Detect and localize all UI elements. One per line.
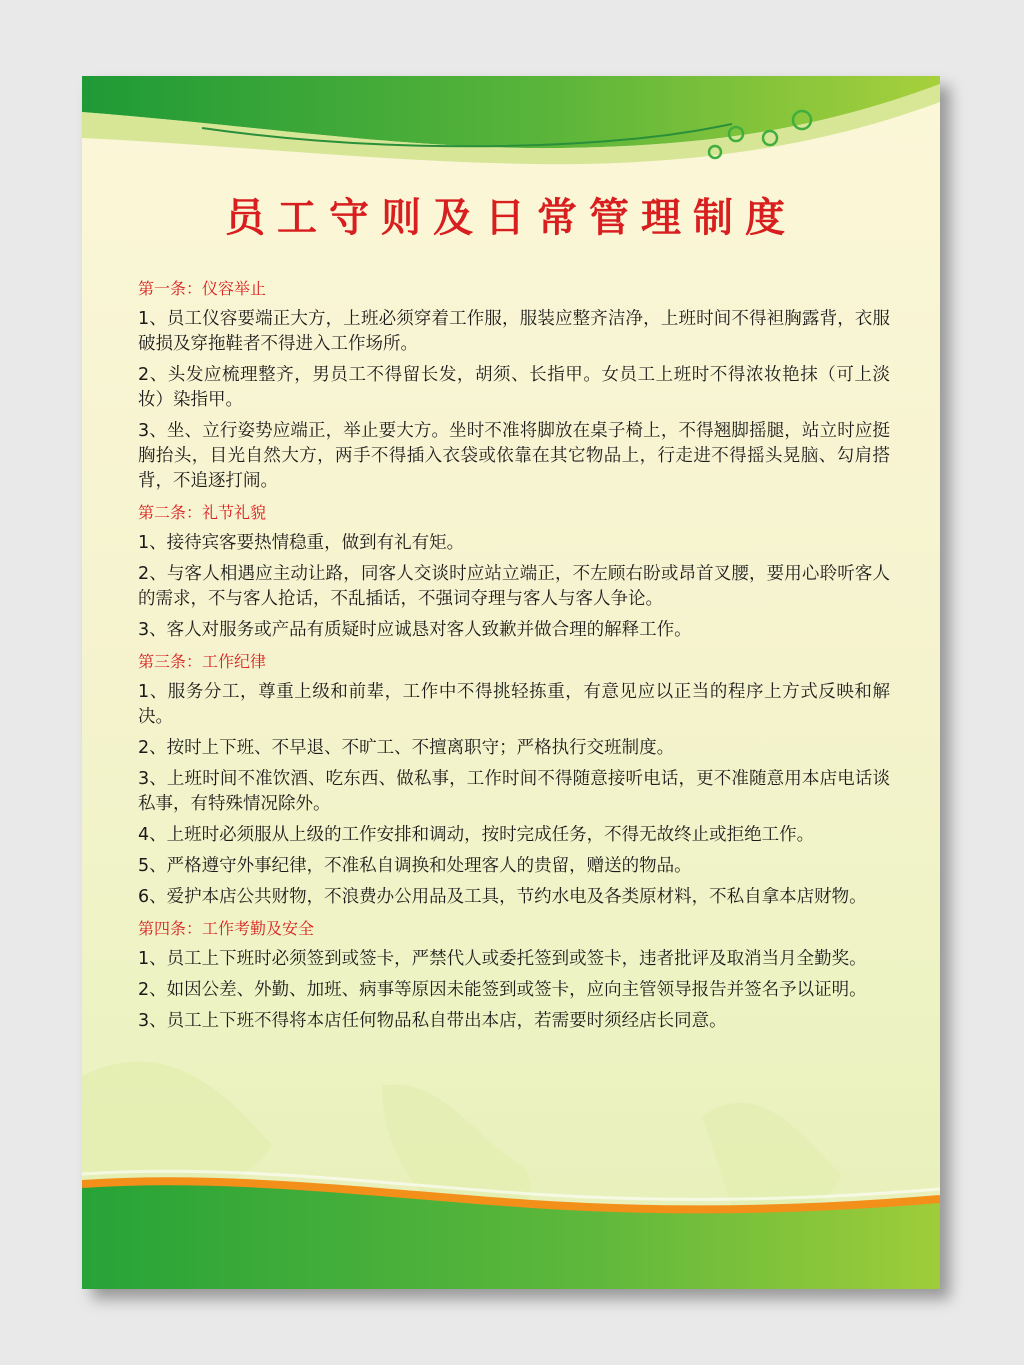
rule-item: 5、严格遵守外事纪律，不准私自调换和处理客人的贵留，赠送的物品。: [138, 856, 692, 876]
rule-item: 3、客人对服务或产品有质疑时应诚恳对客人致歉并做合理的解释工作。: [138, 620, 692, 640]
rule-item: 1、接待宾客要热情稳重，做到有礼有矩。: [138, 533, 465, 553]
rule-item: 1、员工仪容要端正大方，上班必须穿着工作服，服装应整齐洁净，上班时间不得袒胸露背，衣服破损及穿拖鞋者不得进入工作场所。: [138, 309, 890, 354]
rule-item: 2、头发应梳理整齐，男员工不得留长发，胡须、长指甲。女员工上班时不得浓妆艳抹（可上淡妆）染指甲。: [138, 365, 890, 410]
rule-item: 3、坐、立行姿势应端正，举止要大方。坐时不准将脚放在桌子椅上，不得翘脚摇腿，站立时应挺胸抬头，目光自然大方，两手不得插入衣袋或依靠在其它物品上，行走进不得摇头晃脑、勾肩搭背，不追逐打闹。: [138, 421, 890, 491]
rule-item: 1、员工上下班时必须签到或签卡，严禁代人或委托签到或签卡，违者批评及取消当月全勤奖。: [138, 949, 867, 969]
poster: [82, 76, 940, 1289]
section-3: [138, 649, 890, 910]
rule-item: 1、服务分工，尊重上级和前辈，工作中不得挑轻拣重，有意见应以正当的程序上方式反映和解决。: [138, 682, 890, 727]
section-4: [138, 916, 890, 1034]
section-1: [138, 276, 890, 494]
section-heading: 第二条：礼节礼貌: [138, 503, 267, 522]
rule-item: 2、如因公差、外勤、加班、病事等原因未能签到或签卡，应向主管领导报告并签名予以证明。: [138, 980, 867, 1000]
rule-item: 3、员工上下班不得将本店任何物品私自带出本店，若需要时须经店长同意。: [138, 1011, 727, 1031]
rule-item: 6、爱护本店公共财物，不浪费办公用品及工具，节约水电及各类原材料，不私自拿本店财物。: [138, 887, 867, 907]
section-heading: 第四条：工作考勤及安全: [138, 919, 315, 938]
section-heading: 第三条：工作纪律: [138, 652, 267, 671]
page-title: 员工守则及日常管理制度: [225, 194, 797, 241]
rule-item: 4、上班时必须服从上级的工作安排和调动，按时完成任务，不得无故终止或拒绝工作。: [138, 825, 815, 845]
rule-item: 2、与客人相遇应主动让路，同客人交谈时应站立端正，不左顾右盼或昂首叉腰，要用心聆听客人的需求，不与客人抢话，不乱插话，不强词夺理与客人与客人争论。: [138, 564, 890, 609]
section-heading: 第一条：仪容举止: [138, 279, 267, 298]
rule-item: 3、上班时间不准饮酒、吃东西、做私事，工作时间不得随意接听电话，更不准随意用本店电话谈私事，有特殊情况除外。: [138, 769, 890, 814]
rules-content: [138, 276, 890, 1040]
rule-item: 2、按时上下班、不早退、不旷工、不擅离职守；严格执行交班制度。: [138, 738, 675, 758]
section-2: [138, 500, 890, 643]
